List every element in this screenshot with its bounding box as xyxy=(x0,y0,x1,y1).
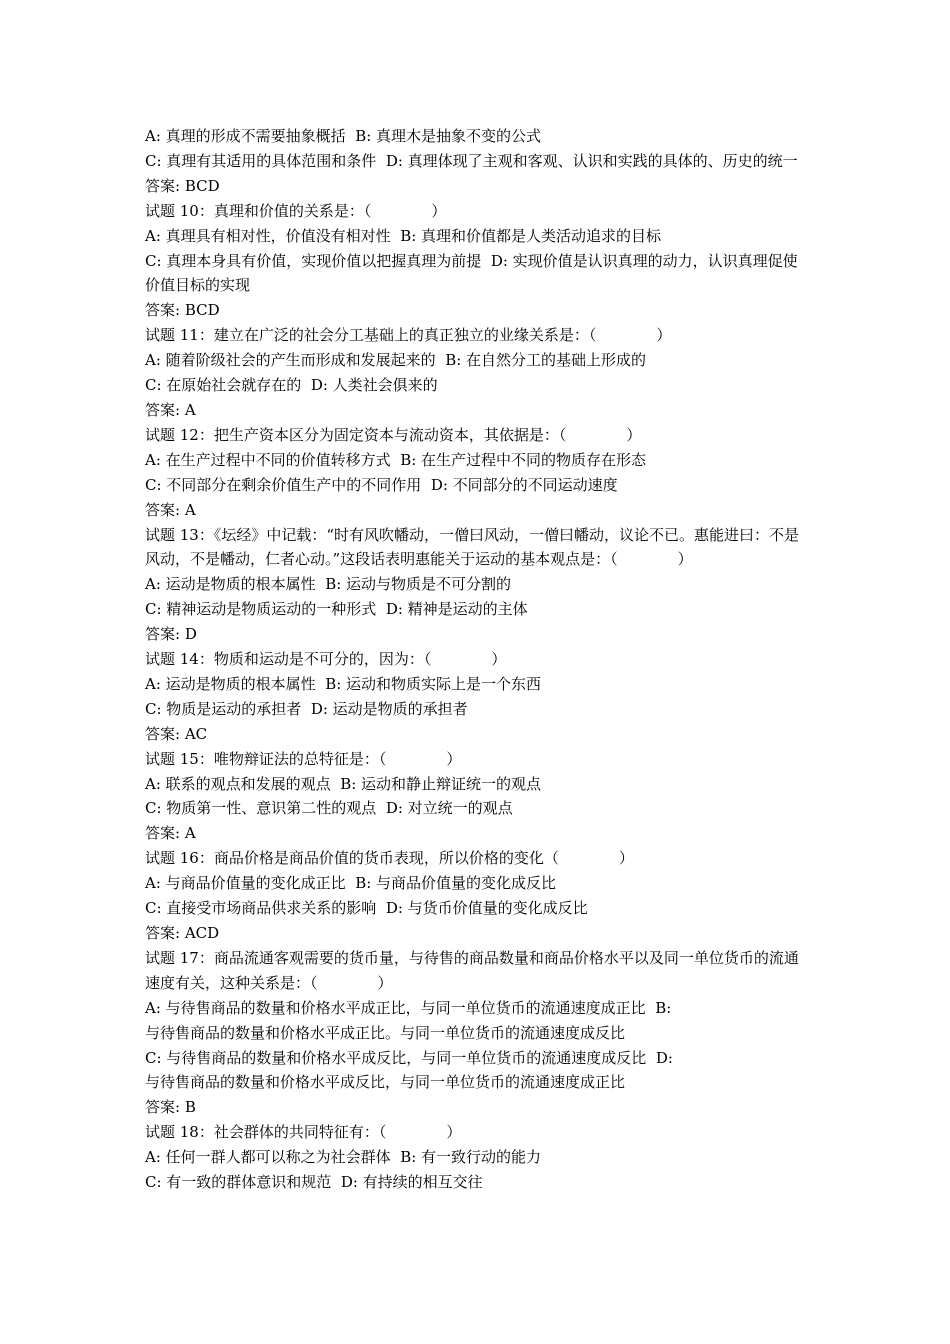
question-title: 试题 13：《坛经》中记载：“时有风吹幡动，一僧曰风动，一僧曰幡动，议论不已。惠能进曰：不是风动，不是幡动，仁者心动。”这段话表明惠能关于运动的基本观点是：（ ） xyxy=(145,525,800,569)
text-line: C: 真理本身具有价值，实现价值以把握真理为前提 D: 实现价值是认识真理的动力，认识真理促使价值目标的实现 xyxy=(145,251,798,295)
text-line: 与待售商品的数量和价格水平成正比。与同一单位货币的流通速度成反比 xyxy=(145,1023,626,1042)
question-title: 试题 11：建立在广泛的社会分工基础上的真正独立的业缘关系是：（ ） xyxy=(145,326,672,345)
question-title: 试题 10：真理和价值的关系是：（ ） xyxy=(145,201,447,220)
text-line: A: 运动是物质的根本属性 B: 运动与物质是不可分割的 xyxy=(145,575,512,594)
answer-line: 答案: ACD xyxy=(145,924,220,942)
question-title: 试题 18：社会群体的共同特征有：（ ） xyxy=(145,1123,462,1142)
text-line: 与待售商品的数量和价格水平成反比，与同一单位货币的流通速度成正比 xyxy=(145,1073,626,1092)
answer-line: 答案: BCD xyxy=(145,301,220,320)
answer-line: 答案: BCD xyxy=(145,176,220,195)
text-line: A: 在生产过程中不同的价值转移方式 B: 在生产过程中不同的物质存在形态 xyxy=(145,450,647,469)
text-line: A: 真理的形成不需要抽象概括 B: 真理木是抽象不变的公式 xyxy=(145,127,542,145)
text-line: C: 有一致的群体意识和规范 D: 有持续的相互交往 xyxy=(145,1173,483,1192)
answer-line: 答案: A xyxy=(145,500,196,519)
text-line: C: 与待售商品的数量和价格水平成反比，与同一单位货币的流通速度成反比 D: xyxy=(145,1048,673,1067)
question-title: 试题 17：商品流通客观需要的货币量，与待售的商品数量和商品价格水平以及同一单位货币的流通速度有关，这种关系是：（ ） xyxy=(145,948,799,992)
text-line: C: 物质第一性、意识第二性的观点 D: 对立统一的观点 xyxy=(145,799,513,818)
text-line: A: 运动是物质的根本属性 B: 运动和物质实际上是一个东西 xyxy=(145,674,542,693)
question-title: 试题 16：商品价格是商品价值的货币表现，所以价格的变化（ ） xyxy=(145,849,634,868)
text-line: C: 不同部分在剩余价值生产中的不同作用 D: 不同部分的不同运动速度 xyxy=(145,475,618,494)
text-line: A: 联系的观点和发展的观点 B: 运动和静止辩证统一的观点 xyxy=(145,774,542,793)
answer-line: 答案: A xyxy=(145,824,196,843)
text-line: C: 真理有其适用的具体范围和条件 D: 真理体现了主观和客观、认识和实践的具体的、历史的统一 xyxy=(145,151,798,170)
answer-line: 答案: A xyxy=(145,400,196,419)
text-line: C: 物质是运动的承担者 D: 运动是物质的承担者 xyxy=(145,699,468,718)
text-line: A: 随着阶级社会的产生而形成和发展起来的 B: 在自然分工的基础上形成的 xyxy=(145,351,647,370)
text-line: C: 直接受市场商品供求关系的影响 D: 与货币价值量的变化成反比 xyxy=(145,899,588,918)
question-title: 试题 12：把生产资本区分为固定资本与流动资本，其依据是：（ ） xyxy=(145,425,642,444)
text-line: C: 精神运动是物质运动的一种形式 D: 精神是运动的主体 xyxy=(145,600,528,619)
text-line: A: 与待售商品的数量和价格水平成正比，与同一单位货币的流通速度成正比 B: xyxy=(145,998,672,1017)
answer-line: 答案: B xyxy=(145,1098,196,1117)
document-page xyxy=(145,124,810,1195)
question-title: 试题 14：物质和运动是不可分的，因为：（ ） xyxy=(145,650,507,669)
question-title: 试题 15：唯物辩证法的总特征是：（ ） xyxy=(145,749,462,768)
answer-line: 答案: AC xyxy=(145,724,208,743)
text-line: A: 与商品价值量的变化成正比 B: 与商品价值量的变化成反比 xyxy=(145,874,557,893)
text-line: C: 在原始社会就存在的 D: 人类社会俱来的 xyxy=(145,376,438,395)
answer-line: 答案: D xyxy=(145,625,197,644)
text-line: A: 任何一群人都可以称之为社会群体 B: 有一致行动的能力 xyxy=(145,1148,542,1167)
text-line: A: 真理具有相对性，价值没有相对性 B: 真理和价值都是人类活动追求的目标 xyxy=(145,226,662,245)
